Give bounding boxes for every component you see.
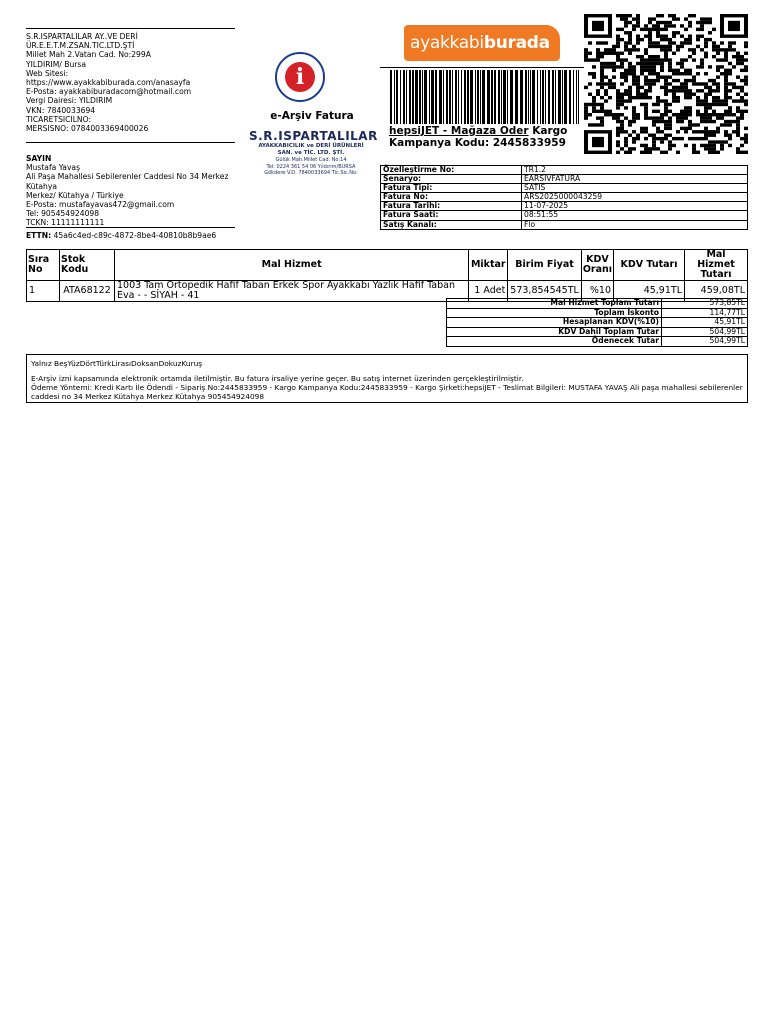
document-title: e-Arşiv Fatura bbox=[270, 110, 354, 122]
totals-key: KDV Dahil Toplam Tutar bbox=[447, 327, 662, 337]
seller-bottom-rule bbox=[26, 142, 235, 143]
seller-line: E-Posta: ayakkabiburadacom@hotmail.com bbox=[26, 87, 192, 97]
seller-line: YILDIRIM/ Bursa bbox=[26, 59, 86, 69]
items-table bbox=[26, 249, 748, 302]
seller-line: Vergi Dairesi: YILDIRIM bbox=[26, 96, 113, 106]
ettn bbox=[26, 231, 216, 240]
info-key: Fatura No: bbox=[381, 193, 522, 202]
totals-value: 504,99TL bbox=[662, 337, 748, 347]
notes-line: Ödeme Yöntemi: Kredi Kartı İle Ödendi - Sipariş No:2445833959 - Kargo Kampanya Kodu:2445833959 - Kargo Şirketi:hepsiJET - Teslimat Bilgileri: MUSTAFA YAVAŞ Ali paşa mahallesi sebilerenler caddesi no 34 Merkez Kütahya Merkez Kütahya 905454924098 bbox=[31, 383, 743, 401]
logo-text-2: burada bbox=[483, 33, 550, 53]
cargo-info bbox=[389, 125, 567, 149]
header-right-rule bbox=[380, 67, 584, 68]
buyer-info bbox=[26, 154, 228, 228]
seller-line: S.R.ISPARTALILAR AY..VE DERİ bbox=[26, 32, 138, 41]
cell-kdv-tutari: 45,91TL bbox=[614, 281, 685, 302]
seller-line: Web Sitesi: bbox=[26, 68, 69, 78]
info-key: Fatura Saati: bbox=[381, 211, 522, 220]
seller-line: TICARETSICILNO: bbox=[26, 114, 92, 124]
stamp-line: Gülük Mah.Millet Cad. No:14 bbox=[275, 157, 347, 163]
totals-row bbox=[447, 337, 748, 347]
barcode-icon bbox=[388, 70, 584, 124]
seller-line: https://www.ayakkabiburada.com/anasayfa bbox=[26, 78, 191, 88]
cell-kdv-orani: %10 bbox=[581, 281, 613, 302]
notes-line: E-Arşiv izni kapsamında elektronik ortamda iletilmiştir. Bu fatura irsaliye yerine geçer. Bu satış internet üzerinden gerçekleştirilmiştir. bbox=[31, 374, 524, 383]
header-mal-hizmet-tutari: Mal Hizmet Tutarı bbox=[685, 250, 748, 281]
stamp-line: Tel: 0224 361 54 06 Yıldırım/BURSA bbox=[266, 163, 356, 170]
info-key: Özelleştirme No: bbox=[381, 166, 522, 175]
notes-box bbox=[26, 354, 748, 403]
info-value: ARS2025000043259 bbox=[522, 193, 748, 202]
info-value: EARSIVFATURA bbox=[522, 175, 748, 184]
brand-logo bbox=[404, 25, 560, 61]
stamp-line: SAN. ve TİC. LTD. ŞTİ. bbox=[277, 150, 345, 156]
info-row bbox=[381, 220, 748, 229]
info-value: 11-07-2025 bbox=[522, 202, 748, 211]
totals-row bbox=[447, 299, 748, 309]
totals-key: Mal Hizmet Toplam Tutarı bbox=[447, 299, 662, 309]
buyer-line: E-Posta: mustafayavas472@gmail.com bbox=[26, 200, 175, 210]
buyer-line: Merkez/ Kütahya / Türkiye bbox=[26, 190, 124, 200]
buyer-line: TCKN: 11111111111 bbox=[26, 218, 105, 228]
header-kdv-tutari: KDV Tutarı bbox=[614, 250, 685, 281]
ettn-label: ETTN: bbox=[26, 231, 52, 240]
header-miktar: Miktar bbox=[469, 250, 508, 281]
ettn-value: 45a6c4ed-c89c-4872-8be4-40810b8b9ae6 bbox=[53, 231, 217, 240]
header-sira-no: Sıra No bbox=[27, 250, 60, 281]
stamp-line: Gökdere V.D. 7840033694 Tic.Sic.No: bbox=[264, 170, 358, 176]
items-header-row bbox=[27, 250, 748, 281]
info-value: TR1.2 bbox=[522, 166, 748, 175]
info-value: SATIS bbox=[522, 184, 748, 193]
buyer-line: Kütahya bbox=[26, 181, 58, 191]
info-key: Senaryo: bbox=[381, 175, 522, 184]
seller-line: Millet Mah 2.Vatan Cad. No:299A bbox=[26, 50, 151, 60]
info-value: 08:51:55 bbox=[522, 211, 748, 220]
cell-mal-hizmet-tutari: 459,08TL bbox=[685, 281, 748, 302]
buyer-line: Tel: 905454924098 bbox=[26, 209, 100, 219]
cell-stok-kodu: ATA68122 bbox=[60, 281, 115, 302]
totals-value: 573,85TL bbox=[662, 299, 748, 309]
info-key: Satış Kanalı: bbox=[381, 220, 522, 229]
stamp-name: S.R.ISPARTALILAR bbox=[249, 129, 378, 143]
header-stok-kodu: Stok Kodu bbox=[60, 250, 115, 281]
stamp-line: AYAKKABICILIK ve DERİ ÜRÜNLERİ bbox=[258, 143, 364, 149]
info-row bbox=[381, 175, 748, 184]
cell-miktar: 1 Adet bbox=[469, 281, 508, 302]
header-kdv-orani: KDV Oranı bbox=[581, 250, 613, 281]
cell-birim-fiyat: 573,854545TL bbox=[508, 281, 582, 302]
totals-value: 504,99TL bbox=[662, 327, 748, 337]
totals-table bbox=[446, 298, 748, 347]
header-mal-hizmet: Mal Hizmet bbox=[115, 250, 469, 281]
gib-seal-icon: i bbox=[275, 52, 325, 102]
info-row bbox=[381, 211, 748, 220]
info-key: Fatura Tipi: bbox=[381, 184, 522, 193]
totals-key: Hesaplanan KDV(%10) bbox=[447, 318, 662, 328]
seller-info bbox=[26, 32, 191, 133]
buyer-heading: SAYIN bbox=[26, 154, 52, 163]
totals-key: Ödenecek Tutar bbox=[447, 337, 662, 347]
buyer-line: Ali Paşa Mahallesi Sebilerenler Caddesi No 34 Merkez bbox=[26, 172, 229, 182]
seller-line: VKN: 7840033694 bbox=[26, 105, 96, 115]
totals-key: Toplam İskonto bbox=[447, 308, 662, 318]
buyer-line: Mustafa Yavaş bbox=[26, 163, 81, 173]
qr-code-icon bbox=[584, 14, 748, 154]
campaign-code: Kampanya Kodu: 2445833959 bbox=[389, 137, 566, 149]
totals-value: 45,91TL bbox=[662, 318, 748, 328]
seller-line: ÜR.E.E.T.M.ZSAN.TIC.LTD.ŞTİ bbox=[26, 41, 135, 51]
cell-sira-no: 1 bbox=[27, 281, 60, 302]
cell-mal-hizmet: 1003 Tam Ortopedik Hafif Taban Erkek Spor Ayakkabı Yazlık Hafif Taban Eva - - SİYAH - 41 bbox=[115, 281, 469, 302]
seller-line: MERSISNO: 0784003369400026 bbox=[26, 124, 149, 134]
amount-in-words: Yalnız BeşYüzDörtTürkLirasıDoksanDokuzKuruş bbox=[31, 359, 203, 368]
cargo-company: hepsiJET - Mağaza Oder bbox=[389, 125, 529, 137]
totals-value: 114,77TL bbox=[662, 308, 748, 318]
company-stamp bbox=[249, 129, 378, 177]
cargo-suffix: Kargo bbox=[528, 125, 568, 137]
info-key: Fatura Tarihi: bbox=[381, 202, 522, 211]
header-birim-fiyat: Birim Fiyat bbox=[508, 250, 582, 281]
invoice-info-table bbox=[380, 165, 748, 230]
totals-row bbox=[447, 318, 748, 328]
info-value: Flo bbox=[522, 220, 748, 229]
logo-text-1: ayakkabi bbox=[410, 33, 484, 53]
seller-top-rule bbox=[26, 28, 235, 29]
